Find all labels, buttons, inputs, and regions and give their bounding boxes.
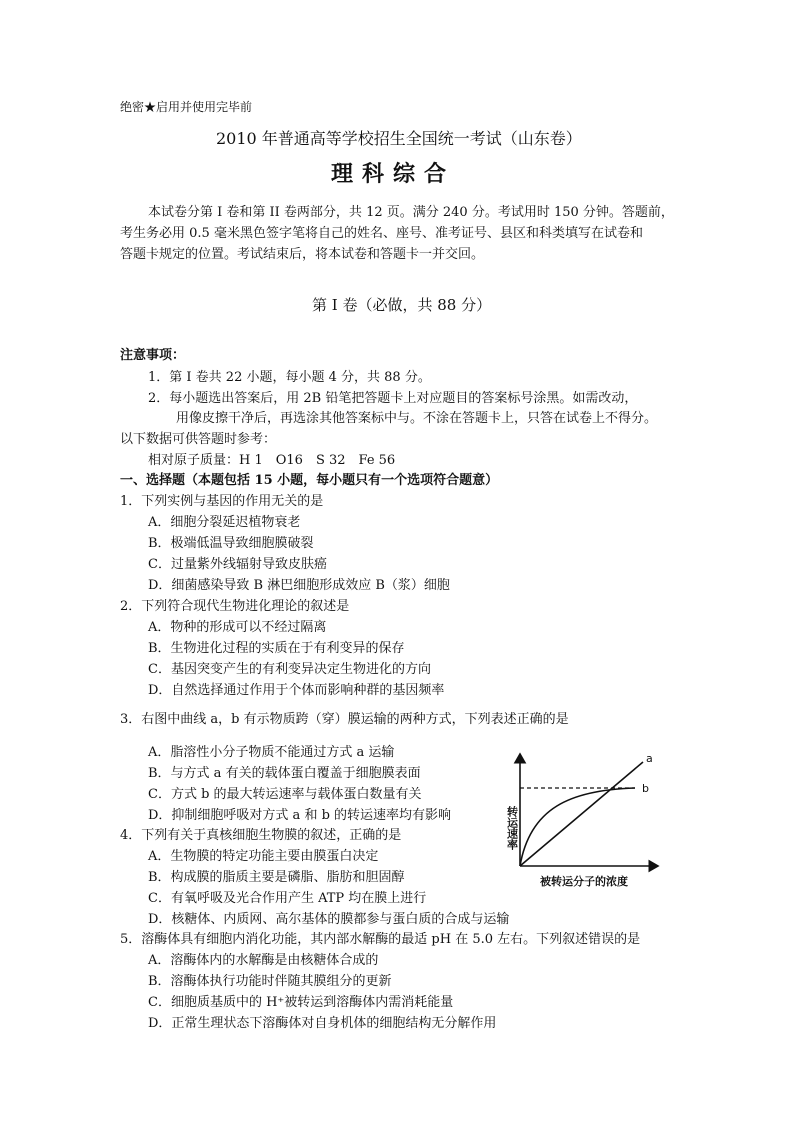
notes-item: 2．每小题选出答案后，用 2B 铅笔把答题卡上对应题目的答案标号涂黑。如需改动， xyxy=(148,391,638,406)
question-stem: 5．溶酶体具有细胞内消化功能，其内部水解酶的最适 pH 在 5.0 左右。下列叙述错误的是 xyxy=(120,932,641,947)
question-stem: 3．右图中曲线 a，b 有示物质跨（穿）膜运输的两种方式，下列表述正确的是 xyxy=(120,712,569,727)
option: B．极端低温导致细胞膜破裂 xyxy=(148,536,314,551)
question-stem: 1．下列实例与基因的作用无关的是 xyxy=(120,494,324,509)
reference-heading: 以下数据可供答题时参考： xyxy=(120,432,277,447)
option: C．过量紫外线辐射导致皮肤癌 xyxy=(148,557,327,572)
option: C．细胞质基质中的 H⁺被转运到溶酶体内需消耗能量 xyxy=(148,995,454,1010)
option: B．溶酶体执行功能时伴随其膜组分的更新 xyxy=(148,974,392,989)
curve-b-label: b xyxy=(642,782,649,795)
notes-item: 用像皮擦干净后，再选涂其他答案标中与。不涂在答题卡上，只答在试卷上不得分。 xyxy=(176,411,658,426)
option: B．生物进化过程的实质在于有利变异的保存 xyxy=(148,641,405,656)
option: A．物种的形成可以不经过隔离 xyxy=(148,620,327,635)
atomic-mass: 相对原子质量：H 1 O16 S 32 Fe 56 xyxy=(148,453,396,468)
question-stem: 2．下列符合现代生物进化理论的叙述是 xyxy=(120,599,350,614)
option: C．有氧呼吸及光合作用产生 ATP 均在膜上进行 xyxy=(148,891,427,906)
option: C．基因突变产生的有利变异决定生物进化的方向 xyxy=(148,662,431,677)
transport-rate-figure xyxy=(490,748,680,890)
option: D．自然选择通过作用于个体而影响种群的基因频率 xyxy=(148,683,445,698)
curve-b xyxy=(520,788,635,866)
exam-title: 2010 年普通高等学校招生全国统一考试（山东卷） xyxy=(216,129,582,148)
option: D．细菌感染导致 B 淋巴细胞形成效应 B（浆）细胞 xyxy=(148,578,450,593)
part-heading: 一、选择题（本题包括 15 小题，每小题只有一个选项符合题意） xyxy=(120,473,499,488)
y-axis-label: 转运速率 xyxy=(505,806,519,850)
intro-line: 本试卷分第 I 卷和第 II 卷两部分，共 12 页。满分 240 分。考试用时 150 分钟。答题前， xyxy=(148,205,674,220)
option: B．与方式 a 有关的载体蛋白覆盖于细胞膜表面 xyxy=(148,766,421,781)
option: A．细胞分裂延迟植物衰老 xyxy=(148,515,301,530)
option: D．正常生理状态下溶酶体对自身机体的细胞结构无分解作用 xyxy=(148,1016,497,1031)
option: A．脂溶性小分子物质不能通过方式 a 运输 xyxy=(148,745,395,760)
curve-a xyxy=(520,762,643,866)
intro-line: 答题卡规定的位置。考试结束后，将本试卷和答题卡一并交回。 xyxy=(120,247,485,262)
option: B．构成膜的脂质主要是磷脂、脂肪和胆固醇 xyxy=(148,870,405,885)
question-stem: 4．下列有关于真核细胞生物膜的叙述，正确的是 xyxy=(120,828,402,843)
option: C．方式 b 的最大转运速率与载体蛋白数量有关 xyxy=(148,787,422,802)
curve-a-label: a xyxy=(646,752,653,765)
notes-heading: 注意事项： xyxy=(120,348,186,363)
subject-title: 理科综合 xyxy=(331,161,456,187)
secret-mark: 绝密★启用并使用完毕前 xyxy=(120,100,253,114)
option: A．生物膜的特定功能主要由膜蛋白决定 xyxy=(148,849,379,864)
notes-item: 1．第 I 卷共 22 小题，每小题 4 分，共 88 分。 xyxy=(148,370,431,385)
intro-line: 考生务必用 0.5 毫米黑色签字笔将自己的姓名、座号、准考证号、县区和科类填写在试卷和 xyxy=(120,226,643,241)
option: D．核糖体、内质网、高尔基体的膜都参与蛋白质的合成与运输 xyxy=(148,912,510,927)
x-axis-label: 被转运分子的浓度 xyxy=(540,875,628,888)
option: A．溶酶体内的水解酶是由核糖体合成的 xyxy=(148,953,379,968)
option: D．抑制细胞呼吸对方式 a 和 b 的转运速率均有影响 xyxy=(148,808,452,823)
section-title: 第 I 卷（必做，共 88 分） xyxy=(312,296,492,314)
